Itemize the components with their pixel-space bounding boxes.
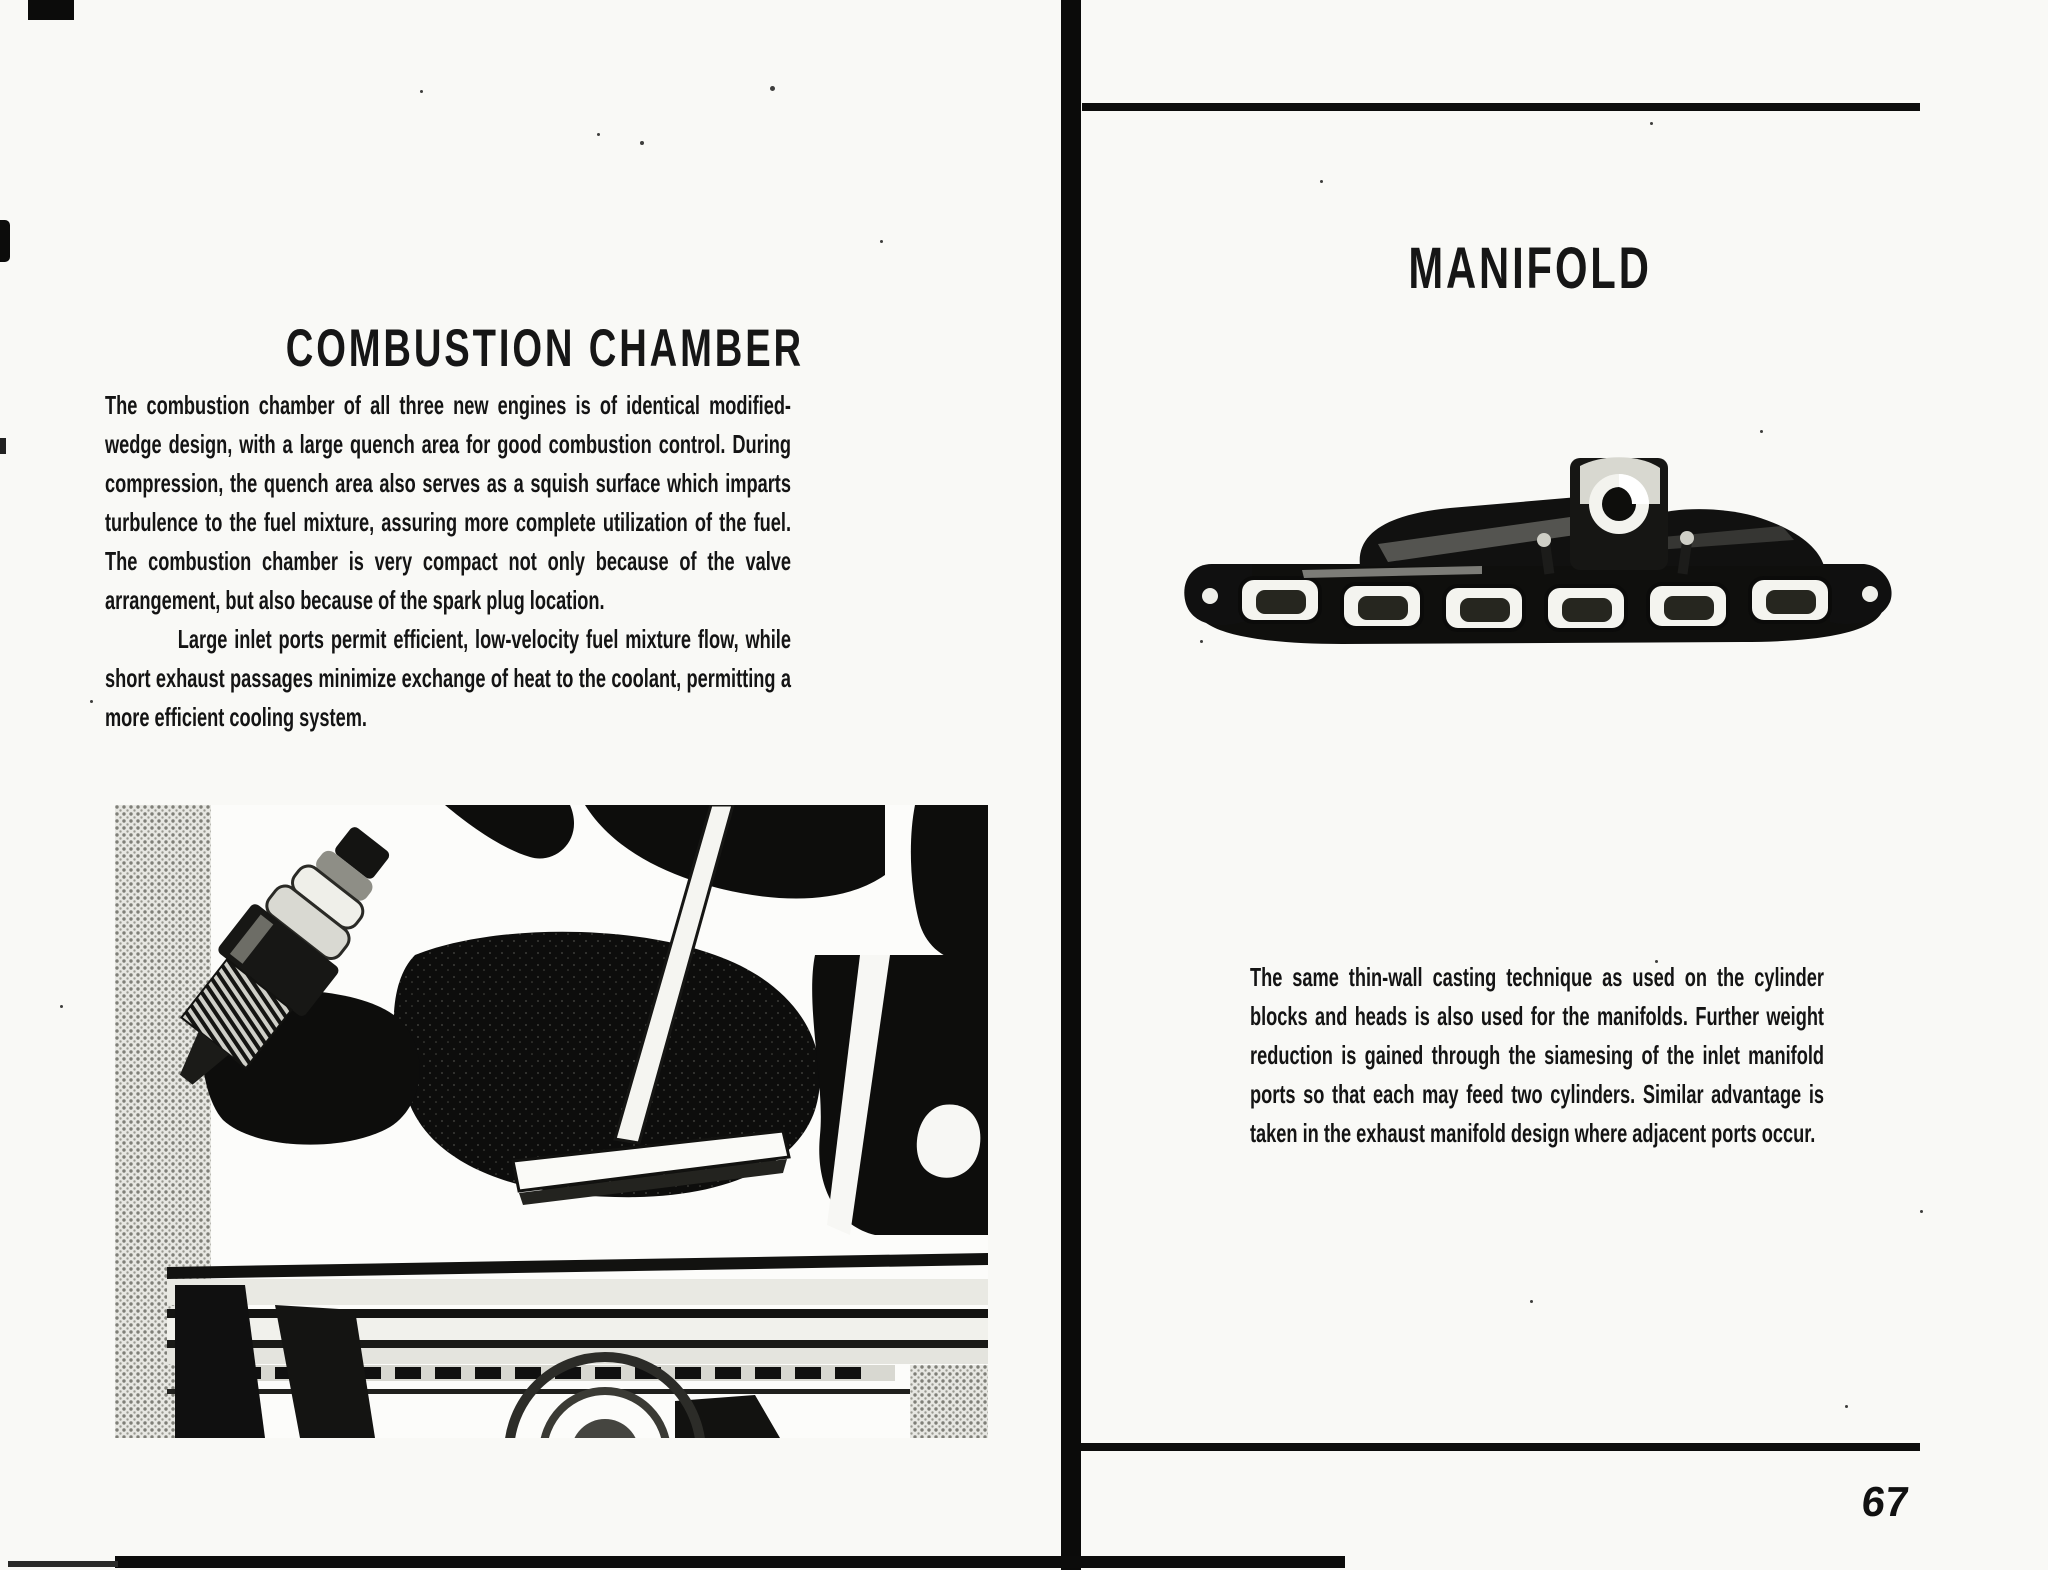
paragraph: The combustion chamber of all three new engines is of identical modified-wedge design, with a large quench area for good combustion control. During compression, the quench area also serves as a squish surface which imparts turbulence to the fuel mixture, assuring more complete utilization of the fuel. The combustion chamber is very compact not only because of the valve arrangement, but also because of the spark plug location. bbox=[105, 390, 791, 615]
scan-blotch bbox=[28, 0, 74, 20]
paragraph: Large inlet ports permit efficient, low-velocity fuel mixture flow, while short exhaust passages minimize exchange of heat to the coolant, permitting a more efficient cooling system. bbox=[105, 624, 791, 732]
page-number: 67 bbox=[1859, 1478, 1912, 1525]
scan-bottom-edge bbox=[115, 1556, 1345, 1568]
scan-edge-mark bbox=[0, 220, 10, 262]
combustion-chamber-photo bbox=[115, 805, 988, 1438]
paragraph: The same thin-wall casting technique as used on the cylinder blocks and heads is also used for the manifolds. Further weight reduction is gained through the siamesing of the inlet manifold ports so that each may feed two cylinders. Similar advantage is taken in the exhaust manifold design where adjacent ports occur. bbox=[1250, 962, 1824, 1148]
heading-text: COMBUSTION CHAMBER bbox=[285, 319, 805, 378]
page-gutter-bar bbox=[1061, 0, 1081, 1570]
right-page-top-rule bbox=[1082, 103, 1920, 111]
manifold-body bbox=[1184, 457, 1891, 644]
right-page-bottom-rule bbox=[1080, 1443, 1920, 1451]
right-page-body bbox=[1250, 958, 1824, 1153]
heading-text: MANIFOLD bbox=[1408, 236, 1652, 301]
left-page-body bbox=[105, 386, 791, 737]
left-page-heading bbox=[60, 318, 1030, 379]
scan-edge-tick bbox=[0, 438, 6, 454]
scan-bottom-edge-left bbox=[8, 1561, 118, 1567]
manifold-photo bbox=[1182, 452, 1897, 657]
right-page-heading bbox=[1140, 235, 1920, 302]
